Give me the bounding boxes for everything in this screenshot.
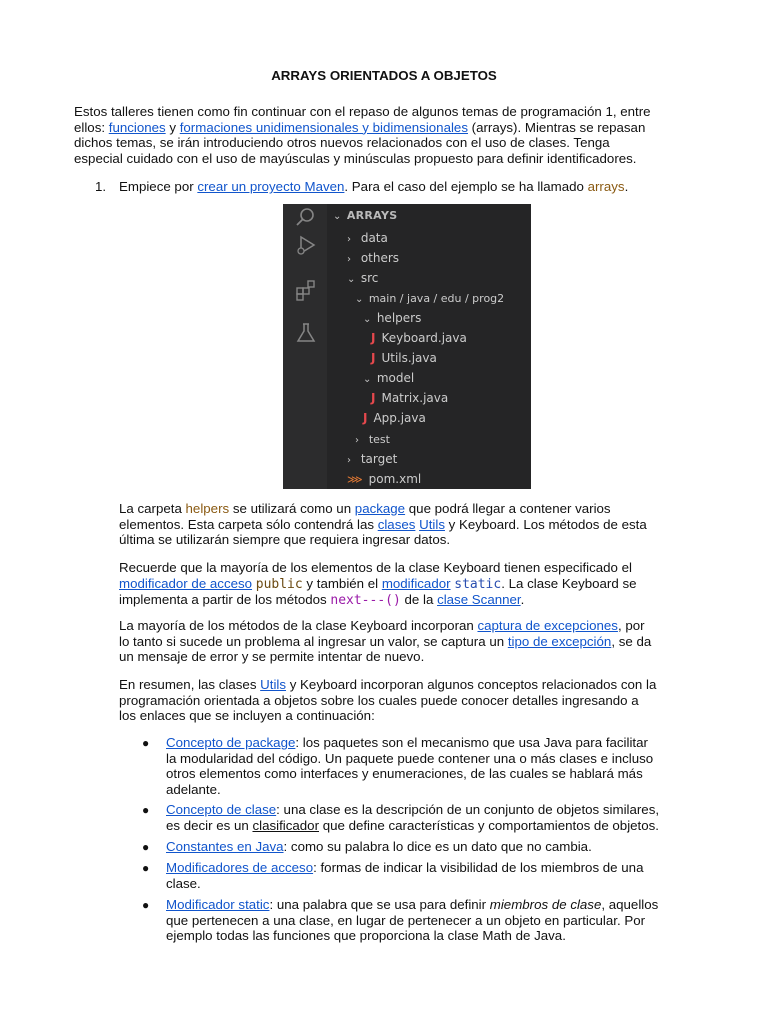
document-title: ARRAYS ORIENTADOS A OBJETOS bbox=[271, 68, 497, 83]
tree-file-pom[interactable] bbox=[347, 469, 421, 489]
text-line bbox=[119, 634, 699, 650]
text-part: lo tanto si sucede un problema al ingresar un valor, se captura un bbox=[119, 633, 508, 649]
text-part: que pertenecen a una clase, en lugar de pertenecer a un objeto en particular. Por bbox=[166, 912, 646, 928]
text-part: última se utilizarán siempre que requiera ingresar datos. bbox=[119, 532, 451, 548]
formaciones-link[interactable]: formaciones unidimensionales y bidimensionales bbox=[179, 119, 468, 135]
intro-paragraph bbox=[74, 104, 696, 166]
intro-line bbox=[74, 151, 696, 167]
text-line bbox=[119, 560, 699, 576]
text-line bbox=[119, 517, 699, 533]
code-next: next---() bbox=[330, 593, 401, 609]
miembros-clase-text: miembros de clase bbox=[489, 897, 602, 912]
captura-excepciones-link[interactable]: captura de excepciones bbox=[477, 618, 618, 633]
intro-text: ellos: bbox=[74, 119, 109, 135]
bullet-icon: ● bbox=[142, 861, 150, 875]
chevron-right-icon: › bbox=[347, 234, 351, 245]
java-file-icon: J bbox=[371, 351, 376, 365]
activity-bar bbox=[283, 204, 327, 489]
step1-text-part: Empiece por bbox=[119, 179, 198, 194]
text-part: adelante. bbox=[166, 781, 221, 797]
constantes-java-link[interactable]: Constantes en Java bbox=[166, 839, 284, 854]
text-part: programación orientada a objetos sobre los cuales puede conocer detalles ingresando a bbox=[119, 692, 639, 708]
tipo-excepcion-link[interactable]: tipo de excepción bbox=[507, 633, 612, 649]
intro-text: dichos temas, se irán introduciendo otros nuevos relacionados con el uso de clases. Tenga bbox=[74, 135, 610, 151]
step1-text-part: . Para el caso del ejemplo se ha llamado bbox=[344, 179, 588, 194]
step1-text bbox=[119, 179, 699, 195]
bullet-item-static bbox=[166, 897, 706, 944]
text-part: y Keyboard incorporan algunos conceptos relacionados con la bbox=[286, 677, 657, 692]
text-line bbox=[166, 818, 706, 834]
text-part: . La clase Keyboard se bbox=[501, 575, 637, 591]
text-line bbox=[119, 649, 699, 665]
java-file-icon: J bbox=[363, 411, 368, 425]
text-line bbox=[166, 735, 706, 751]
text-part: un mensaje de error y se permite intentar de nuevo. bbox=[119, 649, 425, 665]
clases-link[interactable]: clases bbox=[377, 516, 416, 532]
text-part: implementa a partir de los métodos bbox=[119, 592, 331, 608]
text-line bbox=[166, 782, 706, 798]
tree-label: test bbox=[368, 433, 390, 446]
bullet-item-modificadores bbox=[166, 860, 706, 891]
tree-folder-helpers[interactable] bbox=[363, 308, 421, 328]
chevron-down-icon: ⌄ bbox=[363, 374, 372, 385]
intro-line bbox=[74, 104, 696, 120]
list-number: 1. bbox=[95, 179, 107, 194]
text-part: clase. bbox=[166, 875, 201, 891]
tree-label: helpers bbox=[376, 311, 422, 325]
text-part: elementos. Esta carpeta sólo contendrá las bbox=[119, 516, 378, 532]
text-part: que podrá llegar a contener varios bbox=[405, 501, 611, 516]
exceptions-paragraph bbox=[119, 618, 699, 665]
utils-link[interactable]: Utils bbox=[419, 516, 445, 532]
intro-text: especial cuidado con el uso de mayúsculas y minúsculas propuesto para definir identificadores. bbox=[74, 150, 637, 166]
tree-label: data bbox=[360, 231, 388, 245]
concepto-package-link[interactable]: Concepto de package bbox=[166, 735, 296, 750]
chevron-down-icon: ⌄ bbox=[363, 314, 372, 325]
tree-label: Utils.java bbox=[381, 351, 437, 365]
text-line bbox=[166, 839, 706, 855]
project-name: arrays bbox=[587, 179, 625, 194]
text-line bbox=[166, 876, 706, 892]
code-static: static bbox=[454, 576, 502, 592]
text-part: se utilizará como un bbox=[229, 501, 355, 516]
text-line bbox=[119, 501, 699, 517]
text-part: : una palabra que se usa para definir bbox=[269, 897, 490, 912]
text-line bbox=[119, 677, 699, 693]
text-part: : los paquetes son el mecanismo que usa Java para facilitar bbox=[295, 735, 648, 750]
explorer-title: ARRAYS bbox=[346, 209, 398, 222]
text-line bbox=[119, 618, 699, 634]
text-line bbox=[166, 928, 706, 944]
extensions-icon bbox=[295, 279, 317, 301]
chevron-down-icon: ⌄ bbox=[355, 294, 364, 305]
text-part: otros elementos como interfaces y enumeraciones, de las cuales se hablará más bbox=[166, 766, 643, 782]
text-part: y también el bbox=[302, 575, 382, 591]
tree-file-matrix[interactable] bbox=[371, 388, 448, 408]
modifiers-paragraph bbox=[119, 560, 699, 609]
text-line bbox=[119, 532, 699, 548]
testing-flask-icon bbox=[295, 322, 317, 344]
modificador-static-link[interactable]: modificador bbox=[381, 575, 451, 591]
text-line bbox=[166, 913, 706, 929]
text-line bbox=[166, 802, 706, 818]
explorer-header[interactable] bbox=[333, 205, 397, 225]
tree-label: pom.xml bbox=[368, 472, 422, 486]
clasificador-text: clasificador bbox=[252, 817, 319, 833]
text-line bbox=[119, 693, 699, 709]
tree-folder-test[interactable] bbox=[355, 429, 390, 449]
intro-text: (arrays). Mientras se repasan bbox=[467, 119, 646, 135]
tree-label: target bbox=[360, 452, 398, 466]
modificador-static-link[interactable]: Modificador static bbox=[166, 897, 270, 912]
intro-text: y bbox=[165, 119, 180, 135]
text-part: los enlaces que se incluyen a continuación: bbox=[119, 708, 375, 724]
tree-folder-data[interactable] bbox=[347, 228, 388, 248]
bullet-icon: ● bbox=[142, 736, 150, 750]
text-part: es decir es un bbox=[166, 817, 253, 833]
text-part: La carpeta bbox=[119, 501, 186, 516]
tree-label: model bbox=[376, 371, 415, 385]
tree-file-keyboard[interactable] bbox=[371, 328, 467, 348]
java-file-icon: J bbox=[371, 331, 376, 345]
chevron-right-icon: › bbox=[355, 435, 359, 446]
tree-folder-others[interactable] bbox=[347, 248, 399, 268]
chevron-right-icon: › bbox=[347, 455, 351, 466]
maven-link[interactable]: crear un proyecto Maven bbox=[197, 179, 345, 194]
package-link[interactable]: package bbox=[354, 501, 406, 516]
code-public: public bbox=[255, 576, 303, 592]
tree-label: others bbox=[360, 251, 400, 265]
text-part: , por bbox=[617, 618, 645, 633]
funciones-link[interactable]: funciones bbox=[108, 119, 166, 135]
text-line bbox=[119, 576, 699, 593]
text-line bbox=[166, 897, 706, 913]
tree-folder-target[interactable] bbox=[347, 449, 397, 469]
scanner-link[interactable]: clase Scanner bbox=[437, 592, 521, 608]
tree-folder-main[interactable] bbox=[355, 288, 504, 308]
chevron-down-icon: ⌄ bbox=[333, 211, 342, 222]
text-part: En resumen, las clases bbox=[119, 677, 261, 692]
intro-text: Estos talleres tienen como fin continuar con el repaso de algunos temas de programación 1, entre bbox=[74, 104, 651, 119]
search-icon bbox=[295, 206, 317, 228]
modificadores-acceso-link[interactable]: Modificadores de acceso bbox=[166, 860, 314, 875]
tree-label: Matrix.java bbox=[381, 391, 449, 405]
bullet-item-package bbox=[166, 735, 706, 797]
summary-paragraph bbox=[119, 677, 699, 724]
chevron-down-icon: ⌄ bbox=[347, 274, 356, 285]
text-part: La mayoría de los métodos de la clase Keyboard incorporan bbox=[119, 618, 478, 633]
text-part: la modularidad del código. Un paquete puede contener una o más clases e incluso bbox=[166, 750, 654, 766]
step1-text-part: . bbox=[624, 179, 629, 194]
text-part: . bbox=[520, 592, 525, 608]
tree-file-app[interactable] bbox=[363, 408, 426, 428]
tree-label: main / java / edu / prog2 bbox=[368, 292, 505, 305]
text-part: que define características y comportamientos de objetos. bbox=[319, 817, 659, 833]
helpers-folder-name: helpers bbox=[185, 501, 230, 516]
text-line bbox=[166, 860, 706, 876]
tree-label: Keyboard.java bbox=[381, 331, 467, 345]
bullet-icon: ● bbox=[142, 803, 150, 817]
text-line bbox=[119, 708, 699, 724]
intro-line bbox=[74, 135, 696, 151]
tree-file-utils[interactable] bbox=[371, 348, 437, 368]
run-debug-icon bbox=[295, 234, 317, 256]
text-line bbox=[119, 592, 699, 609]
bullet-item-constantes bbox=[166, 839, 706, 855]
vscode-explorer-screenshot bbox=[283, 204, 531, 489]
text-part: Recuerde que la mayoría de los elementos de la clase Keyboard tienen especificado el bbox=[119, 560, 632, 575]
text-part: , se da bbox=[611, 633, 652, 649]
text-part: ejemplo todas las funciones que proporciona la clase Math de Java. bbox=[166, 928, 566, 944]
text-part: : una clase es la descripción de un conjunto de objetos similares, bbox=[276, 802, 660, 817]
bullet-icon: ● bbox=[142, 840, 150, 854]
text-part: y Keyboard. Los métodos de esta bbox=[444, 516, 647, 532]
text-part: : como su palabra lo dice es un dato que no cambia. bbox=[283, 839, 592, 854]
concepto-clase-link[interactable]: Concepto de clase bbox=[166, 802, 277, 817]
text-line bbox=[166, 751, 706, 767]
text-part: , aquellos bbox=[601, 897, 659, 912]
tree-label: App.java bbox=[373, 411, 426, 425]
bullet-icon: ● bbox=[142, 898, 150, 912]
chevron-right-icon: › bbox=[347, 254, 351, 265]
intro-line bbox=[74, 120, 696, 136]
rss-xml-icon: ⋙ bbox=[347, 473, 363, 486]
tree-folder-src[interactable] bbox=[347, 268, 378, 288]
utils-link[interactable]: Utils bbox=[260, 677, 287, 692]
text-part: : formas de indicar la visibilidad de los miembros de una bbox=[313, 860, 644, 875]
tree-label: src bbox=[360, 271, 379, 285]
modificador-acceso-link[interactable]: modificador de acceso bbox=[119, 575, 253, 591]
tree-folder-model[interactable] bbox=[363, 368, 414, 388]
java-file-icon: J bbox=[371, 391, 376, 405]
helpers-paragraph bbox=[119, 501, 699, 548]
bullet-item-clase bbox=[166, 802, 706, 833]
text-line bbox=[166, 766, 706, 782]
text-part: de la bbox=[400, 592, 438, 608]
